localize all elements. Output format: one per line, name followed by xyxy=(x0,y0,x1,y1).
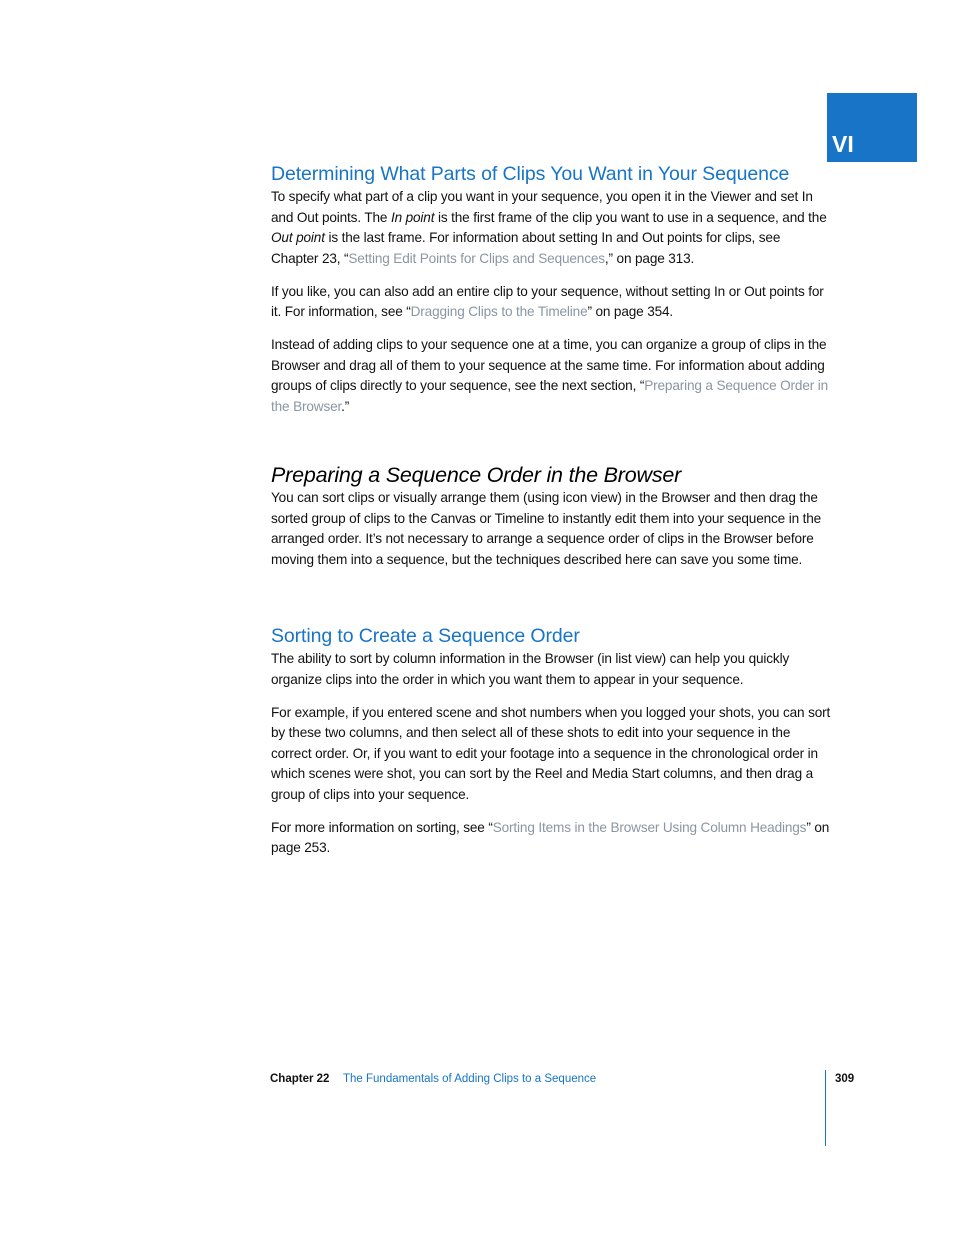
text: ,” on page 313. xyxy=(604,250,695,266)
link-setting-edit-points[interactable]: Setting Edit Points for Clips and Sequences xyxy=(348,250,605,266)
paragraph: For example, if you entered scene and shot numbers when you logged your shots, you can sort by these two columns, and then select all of these shots to edit into your sequence in the correct order. Or, if you want to edit your footage into a sequence in the chronological order in which scenes were shot, you can sort by the Reel and Media Start columns, and then drag a group of clips into your sequence. xyxy=(271,704,831,802)
text: is the last frame. For information about setting In and Out points for clips, see Chapter 23, “ xyxy=(271,230,781,266)
link-dragging-clips[interactable]: Dragging Clips to the Timeline xyxy=(410,304,588,319)
text: ” on page 253. xyxy=(271,819,830,855)
page-number: 309 xyxy=(835,1073,855,1085)
section-tab: VI xyxy=(827,93,917,162)
paragraph xyxy=(271,187,831,269)
chapter-section-title: Preparing a Sequence Order in the Browser xyxy=(271,463,682,487)
section-heading: Determining What Parts of Clips You Want in Your Sequence xyxy=(271,163,790,185)
link-preparing-sequence-order[interactable]: Preparing a Sequence Order in the Browser xyxy=(271,378,829,414)
section-determining xyxy=(271,162,831,417)
section-sorting xyxy=(271,624,831,859)
paragraph: The ability to sort by column information in the Browser (in list view) can help you quickly organize clips into the order in which you want them to appear in your sequence. xyxy=(271,651,790,687)
section-preparing xyxy=(271,462,831,570)
emphasis-in-point: In point xyxy=(390,209,435,225)
paragraph xyxy=(271,818,831,859)
text: is the first frame of the clip you want to use in a sequence, and the xyxy=(434,209,827,225)
emphasis-out-point: Out point xyxy=(271,230,325,245)
paragraph: You can sort clips or visually arrange them (using icon view) in the Browser and then drag the sorted group of clips to the Canvas or Timeline to instantly edit them into your sequence in the arranged order. It’s not necessary to arrange a sequence order of clips in the Browser before moving them into a sequence, but the techniques described here can save you some time. xyxy=(271,490,822,567)
text: .” xyxy=(341,398,350,414)
paragraph xyxy=(271,335,831,417)
text: For more information on sorting, see “ xyxy=(271,819,493,835)
footer-divider xyxy=(825,1070,826,1146)
text: If you like, you can also add an entire clip to your sequence, without setting In or Out points for it. For information, see “ xyxy=(271,283,824,319)
text: Instead of adding clips to your sequence one at a time, you can organize a group of clips in the Browser and drag all of them to your sequence at the same time. For information about adding groups of clips directly to your sequence, see the next section, “ xyxy=(271,337,827,393)
text: To specify what part of a clip you want in your sequence, you open it in the Viewer and set In and Out points. The xyxy=(271,189,813,225)
text: ” on page 354. xyxy=(587,304,674,319)
link-sorting-items[interactable]: Sorting Items in the Browser Using Column Headings xyxy=(492,819,807,835)
footer-chapter-label: Chapter 22 xyxy=(270,1073,330,1085)
paragraph xyxy=(271,282,831,323)
section-heading: Sorting to Create a Sequence Order xyxy=(271,625,580,647)
footer-chapter-title[interactable]: The Fundamentals of Adding Clips to a Sequence xyxy=(343,1073,597,1085)
